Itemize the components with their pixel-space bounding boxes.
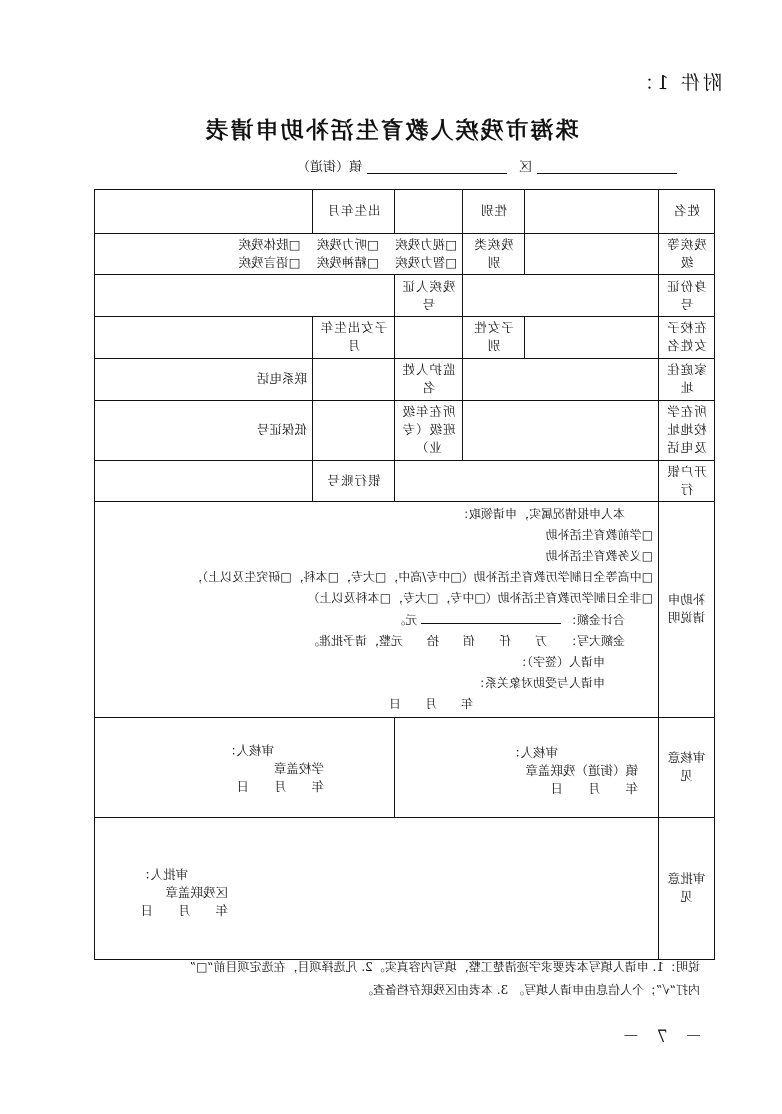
birth-label: 出生年月 (313, 190, 395, 234)
approval-date: 年 月 日 (140, 903, 228, 918)
home-address-field[interactable] (463, 358, 659, 400)
contact-phone-label: 联系电话 (256, 370, 307, 386)
table-row (95, 400, 715, 460)
district-label: 区 (518, 160, 532, 175)
school-info-field[interactable] (463, 400, 659, 460)
bank-account-field[interactable] (95, 460, 313, 501)
bank-account-label: 银行账号 (313, 460, 395, 501)
name-label: 姓名 (659, 190, 715, 234)
table-row (95, 275, 715, 317)
guardian-name-field[interactable] (313, 358, 395, 400)
street-blank[interactable] (367, 173, 507, 174)
attachment-label: 附件 1： (631, 72, 722, 94)
table-row (95, 234, 715, 275)
option-limb[interactable]: □肢体残疾 (238, 237, 301, 252)
option-parttime[interactable]: □非全日制学历教育生活补助（□中专，□大专，□本科及以上） (307, 590, 653, 605)
approval-area (95, 817, 659, 959)
option-intellectual[interactable]: □智力残疾 (395, 255, 457, 271)
bank-label: 开户银行 (659, 460, 715, 501)
amount-in-words: 金额大写： 万 仟 佰 拾 元整，请予批准。 (306, 633, 625, 648)
birth-field[interactable] (95, 190, 313, 234)
bank-field[interactable] (395, 460, 659, 501)
child-name-field[interactable] (525, 317, 659, 358)
total-amount-field[interactable] (421, 609, 561, 624)
home-address-label: 家庭住址 (659, 358, 715, 400)
id-number-label: 身份证号 (659, 275, 715, 317)
dibao-cert-label: 低保证号 (256, 421, 307, 437)
child-birth-label: 子女出生年月 (313, 317, 395, 358)
application-table (94, 189, 715, 960)
disability-type-options (95, 234, 463, 275)
approver: 审批人： (137, 866, 188, 882)
disability-level-label: 残疾等级 (659, 234, 715, 275)
reviewer-right: 审核人： (223, 742, 274, 758)
school-info-label: 所在学校地址及电话 (659, 400, 715, 460)
form-title: 珠海市残疾人教育生活补助申请表 (203, 117, 579, 144)
total-amount-unit: 元。 (393, 612, 418, 627)
district-seal: 区残联盖章 (165, 884, 228, 900)
footnote-line-2: 内打“√”；个人信息由申请人填写。 3. 本表由区残联存档备查。 (361, 983, 700, 997)
total-amount-label: 合计金额： (564, 612, 625, 627)
table-row (95, 190, 715, 234)
review-left (395, 717, 659, 817)
footnote (90, 956, 700, 1002)
review-left-date: 年 月 日 (550, 781, 638, 796)
application-section-label: 补助申请说明 (659, 501, 715, 717)
review-section-label: 审核意见 (659, 717, 715, 817)
statement-intro: 本人申报情况属实，申请领取： (456, 506, 625, 521)
option-speech[interactable]: □语言残疾 (238, 255, 301, 271)
child-name-label: 在校子女姓名 (659, 317, 715, 358)
child-gender-field[interactable] (395, 317, 463, 358)
table-row (95, 817, 715, 959)
disability-cert-label: 残疾人证号 (395, 275, 463, 317)
child-birth-field[interactable] (95, 317, 313, 358)
application-date: 年 月 日 (388, 696, 473, 711)
gender-field[interactable] (395, 190, 463, 234)
footnote-line-1: 说明：1. 申请人填写本表要求字迹清楚工整，填写内容真实。2. 凡选择项目，在选定项目前“□” (189, 960, 700, 974)
name-field[interactable] (525, 190, 659, 234)
page-number: － 7 － (616, 1027, 702, 1047)
approval-section-label: 审批意见 (659, 817, 715, 959)
option-vision[interactable]: □视力残疾 (395, 237, 457, 252)
option-fulltime[interactable]: □中高等全日制学历教育生活补助（□中专/高中，□大专，□本科，□研究生及以上）， (190, 569, 653, 584)
option-mental[interactable]: □精神残疾 (316, 255, 379, 271)
option-hearing[interactable]: □听力残疾 (316, 237, 379, 252)
street-label: 镇（街道） (296, 160, 362, 175)
id-number-field[interactable] (463, 275, 659, 317)
review-right-date: 年 月 日 (236, 779, 324, 794)
school-seal: 学校盖章 (273, 760, 324, 776)
applicant-relation[interactable]: 申请人与受助对象关系： (472, 675, 605, 690)
grade-class-field[interactable] (313, 400, 395, 460)
district-blank[interactable] (537, 173, 677, 174)
disability-level-field[interactable] (525, 234, 659, 275)
option-preschool[interactable]: □学前教育生活补助 (545, 527, 653, 542)
dibao-cell (95, 400, 313, 460)
applicant-signature[interactable]: 申请人（签字）： (514, 654, 605, 669)
table-row (95, 317, 715, 358)
table-row (95, 460, 715, 501)
contact-phone-cell (95, 358, 313, 400)
disability-type-label: 残疾类别 (463, 234, 525, 275)
review-right (95, 717, 395, 817)
table-row (95, 501, 715, 717)
gender-label: 性别 (463, 190, 525, 234)
grade-class-label: 所在年级班级（专业） (395, 400, 463, 460)
application-statement (95, 501, 659, 717)
guardian-name-label: 监护人姓名 (395, 358, 463, 400)
table-row (95, 358, 715, 400)
street-seal: 镇（街道）残联盖章 (525, 762, 638, 778)
option-compulsory[interactable]: □义务教育生活补助 (545, 548, 653, 563)
table-row (95, 717, 715, 817)
reviewer-left: 审核人： (507, 744, 558, 760)
child-gender-label: 子女性别 (463, 317, 525, 358)
disability-cert-field[interactable] (95, 275, 395, 317)
